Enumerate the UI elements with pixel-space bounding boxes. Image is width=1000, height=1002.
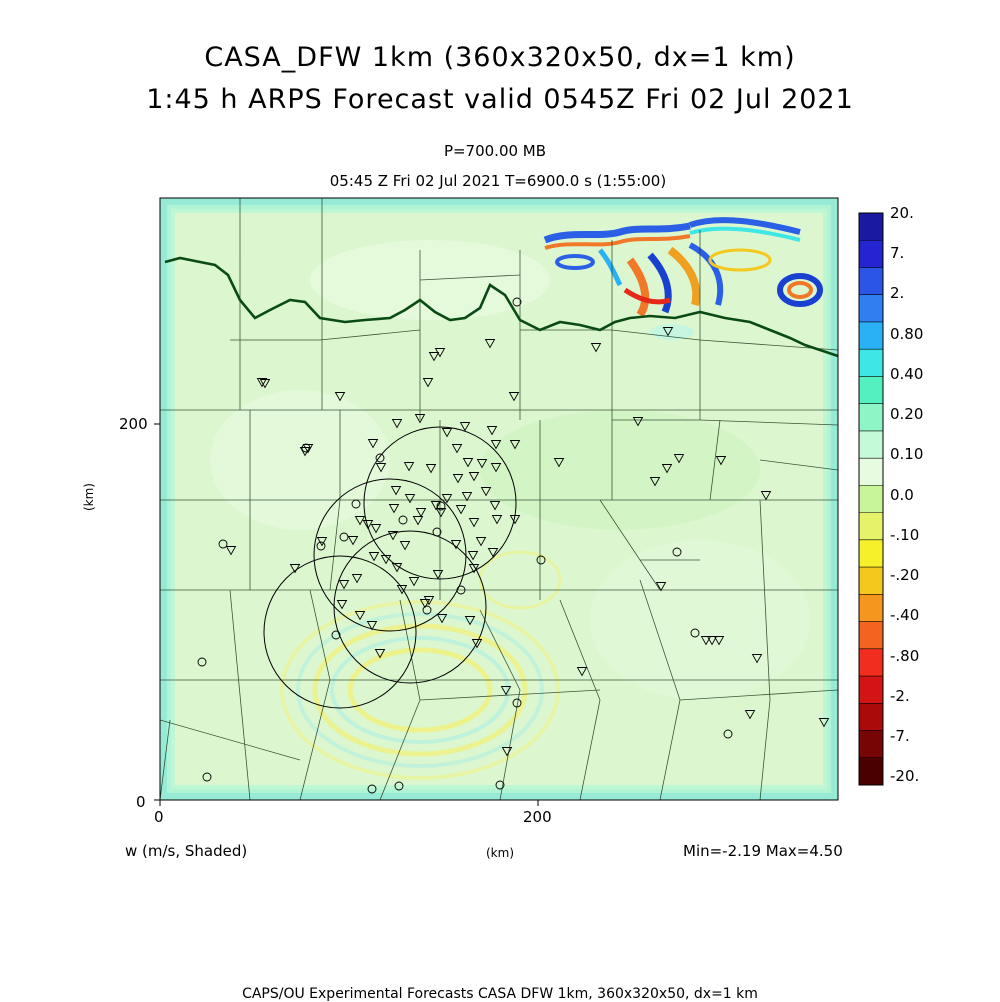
colorbar-swatch bbox=[859, 622, 883, 650]
colorbar-swatch bbox=[859, 322, 883, 350]
colorbar-swatch bbox=[859, 431, 883, 459]
colorbar-swatch bbox=[859, 649, 883, 677]
colorbar-swatch bbox=[859, 703, 883, 731]
colorbar-swatch bbox=[859, 376, 883, 404]
colorbar-swatch bbox=[859, 213, 883, 241]
colorbar-label: 20. bbox=[890, 204, 914, 222]
field-label: w (m/s, Shaded) bbox=[125, 842, 248, 860]
colorbar-swatch bbox=[859, 240, 883, 268]
colorbar-swatch bbox=[859, 267, 883, 295]
colorbar-swatch bbox=[859, 731, 883, 759]
colorbar-swatch bbox=[859, 758, 883, 786]
y-tick-label: 200 bbox=[119, 415, 148, 433]
colorbar-label: -.10 bbox=[890, 525, 920, 544]
colorbar bbox=[859, 213, 883, 786]
colorbar-swatch bbox=[859, 295, 883, 323]
colorbar-label: -.20 bbox=[890, 566, 920, 585]
colorbar-label: 7. bbox=[890, 244, 905, 263]
colorbar-label: -.40 bbox=[890, 606, 920, 625]
plot-title-line-1: CASA_DFW 1km (360x320x50, dx=1 km) bbox=[204, 42, 796, 73]
colorbar-label: 0.20 bbox=[890, 405, 924, 424]
footer-credit: CAPS/OU Experimental Forecasts CASA DFW 1km, 360x320x50, dx=1 km bbox=[242, 986, 758, 1002]
colorbar-swatch bbox=[859, 594, 883, 622]
colorbar-label: -.80 bbox=[890, 646, 920, 665]
colorbar-label: 0.10 bbox=[890, 445, 924, 464]
x-axis-unit: (km) bbox=[486, 846, 515, 860]
plot-title-line-2: 1:45 h ARPS Forecast valid 0545Z Fri 02 Jul 2021 bbox=[146, 84, 854, 115]
pressure-level-label: P=700.00 MB bbox=[443, 142, 547, 160]
colorbar-swatch bbox=[859, 485, 883, 513]
colorbar-label: 2. bbox=[890, 284, 905, 303]
colorbar-label: -7. bbox=[890, 727, 910, 746]
y-axis-unit: (km) bbox=[82, 482, 97, 512]
colorbar-label: -2. bbox=[890, 686, 910, 705]
colorbar-label: 0.80 bbox=[890, 324, 924, 343]
valid-time-label: 05:45 Z Fri 02 Jul 2021 T=6900.0 s (1:55:00) bbox=[329, 172, 667, 190]
x-tick-label: 200 bbox=[523, 808, 552, 826]
colorbar-swatch bbox=[859, 349, 883, 377]
x-tick-label: 0 bbox=[154, 808, 164, 826]
colorbar-swatch bbox=[859, 540, 883, 568]
colorbar-label: 0.40 bbox=[890, 364, 924, 383]
min-max-label: Min=-2.19 Max=4.50 bbox=[683, 842, 843, 860]
colorbar-swatch bbox=[859, 513, 883, 541]
colorbar-swatch bbox=[859, 567, 883, 595]
colorbar-label: -20. bbox=[890, 767, 920, 786]
colorbar-label: 0.0 bbox=[890, 485, 914, 504]
colorbar-swatch bbox=[859, 458, 883, 486]
shaded-w-field bbox=[160, 198, 838, 800]
y-tick-label: 0 bbox=[136, 793, 146, 811]
colorbar-swatch bbox=[859, 404, 883, 432]
colorbar-swatch bbox=[859, 676, 883, 704]
